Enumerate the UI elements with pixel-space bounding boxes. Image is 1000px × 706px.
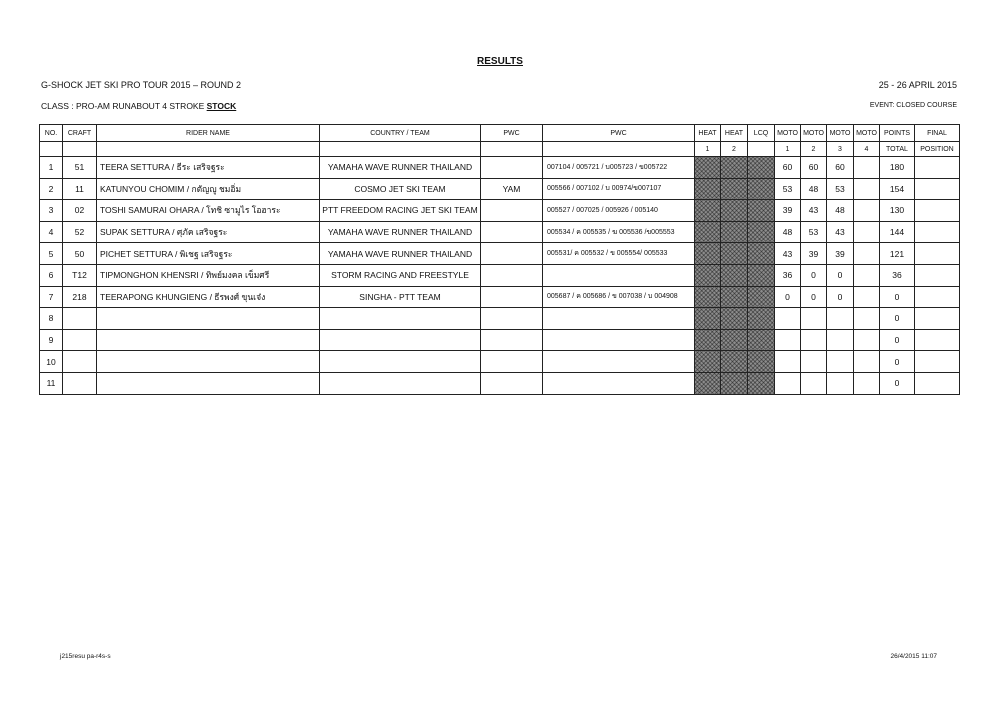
cell-final xyxy=(915,243,960,265)
cell-moto1 xyxy=(775,329,801,351)
table-row xyxy=(40,351,960,373)
table-row xyxy=(40,264,960,286)
table-row xyxy=(40,178,960,200)
cell-moto2: 60 xyxy=(801,157,827,179)
table-row xyxy=(40,308,960,330)
table-row xyxy=(40,372,960,394)
class-prefix: CLASS : PRO-AM RUNABOUT 4 STROKE xyxy=(41,101,205,111)
header-final: FINAL xyxy=(915,125,960,142)
cell-moto4 xyxy=(854,221,880,243)
cell-final xyxy=(915,286,960,308)
cell-moto2: 39 xyxy=(801,243,827,265)
subheader-lcq xyxy=(748,142,775,157)
cell-moto3: 48 xyxy=(827,200,854,222)
cell-final xyxy=(915,200,960,222)
cell-heat2-shaded xyxy=(721,286,748,308)
cell-moto2 xyxy=(801,308,827,330)
cell-no: 9 xyxy=(40,329,63,351)
cell-total: 144 xyxy=(880,221,915,243)
cell-moto4 xyxy=(854,243,880,265)
cell-moto1 xyxy=(775,351,801,373)
cell-craft: 50 xyxy=(63,243,97,265)
cell-rider: SUPAK SETTURA / ศุภัค เสริจฐระ xyxy=(97,221,320,243)
results-body xyxy=(40,157,960,395)
cell-lcq-shaded xyxy=(748,372,775,394)
cell-heat2-shaded xyxy=(721,178,748,200)
cell-pwc1: YAM xyxy=(481,178,543,200)
cell-no: 10 xyxy=(40,351,63,373)
cell-pwc2: 005534 / ค 005535 / ฆ 005536 /ข005553 xyxy=(543,221,695,243)
cell-craft xyxy=(63,329,97,351)
cell-heat1-shaded xyxy=(695,178,721,200)
header-moto3: MOTO xyxy=(827,125,854,142)
header-pwc2: PWC xyxy=(543,125,695,142)
cell-craft: 52 xyxy=(63,221,97,243)
cell-heat1-shaded xyxy=(695,200,721,222)
header-moto1: MOTO xyxy=(775,125,801,142)
cell-team xyxy=(320,351,481,373)
subheader-moto3: 3 xyxy=(827,142,854,157)
cell-moto1: 60 xyxy=(775,157,801,179)
cell-moto2: 48 xyxy=(801,178,827,200)
cell-team: YAMAHA WAVE RUNNER THAILAND xyxy=(320,157,481,179)
header-points: POINTS xyxy=(880,125,915,142)
cell-heat2-shaded xyxy=(721,243,748,265)
cell-moto4 xyxy=(854,372,880,394)
table-row xyxy=(40,329,960,351)
cell-moto4 xyxy=(854,264,880,286)
cell-moto1: 53 xyxy=(775,178,801,200)
subheader-row xyxy=(40,142,960,157)
cell-heat2-shaded xyxy=(721,372,748,394)
cell-craft: T12 xyxy=(63,264,97,286)
cell-heat2-shaded xyxy=(721,329,748,351)
cell-rider: TEERA SETTURA / ธีระ เสริจฐระ xyxy=(97,157,320,179)
cell-final xyxy=(915,157,960,179)
cell-no: 5 xyxy=(40,243,63,265)
cell-rider: TEERAPONG KHUNGIENG / ธีรพงศ์ ขุนเจ๋ง xyxy=(97,286,320,308)
subheader-pwc2 xyxy=(543,142,695,157)
cell-total: 0 xyxy=(880,286,915,308)
cell-moto3: 0 xyxy=(827,286,854,308)
footer-file-code: j215resu pa-r4s-s xyxy=(60,653,111,660)
subheader-final: POSITION xyxy=(915,142,960,157)
cell-rider xyxy=(97,329,320,351)
cell-rider: TIPMONGHON KHENSRI / ทิพย์มงคล เข็มศรี xyxy=(97,264,320,286)
cell-moto3 xyxy=(827,329,854,351)
subheader-moto2: 2 xyxy=(801,142,827,157)
cell-total: 121 xyxy=(880,243,915,265)
class-suffix: STOCK xyxy=(206,101,237,111)
cell-moto1: 48 xyxy=(775,221,801,243)
cell-moto2: 0 xyxy=(801,264,827,286)
cell-pwc2: 007104 / 005721 / บ005723 / ข005722 xyxy=(543,157,695,179)
cell-final xyxy=(915,264,960,286)
cell-pwc1 xyxy=(481,243,543,265)
cell-final xyxy=(915,372,960,394)
subheader-rider xyxy=(97,142,320,157)
event-type: EVENT: CLOSED COURSE xyxy=(869,102,957,109)
cell-no: 2 xyxy=(40,178,63,200)
header-team: COUNTRY / TEAM xyxy=(320,125,481,142)
cell-moto4 xyxy=(854,329,880,351)
cell-heat1-shaded xyxy=(695,157,721,179)
cell-moto4 xyxy=(854,200,880,222)
cell-pwc1 xyxy=(481,221,543,243)
cell-moto1 xyxy=(775,308,801,330)
cell-rider: TOSHI SAMURAI OHARA / โทชิ ซามูไร โอฮาระ xyxy=(97,200,320,222)
cell-craft: 218 xyxy=(63,286,97,308)
subheader-team xyxy=(320,142,481,157)
cell-no: 4 xyxy=(40,221,63,243)
cell-pwc2 xyxy=(543,351,695,373)
cell-lcq-shaded xyxy=(748,157,775,179)
cell-team: PTT FREEDOM RACING JET SKI TEAM xyxy=(320,200,481,222)
cell-team: SINGHA - PTT TEAM xyxy=(320,286,481,308)
cell-lcq-shaded xyxy=(748,243,775,265)
event-name: G-SHOCK JET SKI PRO TOUR 2015 – ROUND 2 xyxy=(41,80,242,90)
cell-lcq-shaded xyxy=(748,329,775,351)
cell-moto3: 60 xyxy=(827,157,854,179)
cell-heat1-shaded xyxy=(695,264,721,286)
cell-pwc1 xyxy=(481,329,543,351)
results-table xyxy=(39,124,960,395)
cell-craft: 02 xyxy=(63,200,97,222)
header-lcq: LCQ xyxy=(748,125,775,142)
header-moto2: MOTO xyxy=(801,125,827,142)
header-heat2: HEAT xyxy=(721,125,748,142)
cell-team xyxy=(320,329,481,351)
cell-lcq-shaded xyxy=(748,200,775,222)
header-row xyxy=(40,125,960,142)
cell-total: 0 xyxy=(880,372,915,394)
cell-moto4 xyxy=(854,286,880,308)
subheader-moto4: 4 xyxy=(854,142,880,157)
cell-final xyxy=(915,178,960,200)
cell-heat1-shaded xyxy=(695,243,721,265)
cell-heat1-shaded xyxy=(695,329,721,351)
cell-total: 36 xyxy=(880,264,915,286)
cell-pwc2 xyxy=(543,372,695,394)
class-line xyxy=(41,101,236,111)
cell-lcq-shaded xyxy=(748,264,775,286)
cell-total: 0 xyxy=(880,308,915,330)
cell-rider: KATUNYOU CHOMIM / กตัญญู ชมอิ่ม xyxy=(97,178,320,200)
cell-pwc1 xyxy=(481,286,543,308)
cell-total: 180 xyxy=(880,157,915,179)
header-pwc1: PWC xyxy=(481,125,543,142)
cell-pwc1 xyxy=(481,351,543,373)
cell-final xyxy=(915,329,960,351)
cell-moto1: 39 xyxy=(775,200,801,222)
subheader-points: TOTAL xyxy=(880,142,915,157)
cell-craft xyxy=(63,351,97,373)
cell-moto1: 0 xyxy=(775,286,801,308)
cell-rider xyxy=(97,372,320,394)
cell-moto4 xyxy=(854,157,880,179)
cell-rider xyxy=(97,351,320,373)
cell-heat2-shaded xyxy=(721,157,748,179)
cell-moto2 xyxy=(801,372,827,394)
page-title: RESULTS xyxy=(477,56,523,67)
cell-team xyxy=(320,308,481,330)
cell-moto1: 43 xyxy=(775,243,801,265)
cell-team: YAMAHA WAVE RUNNER THAILAND xyxy=(320,243,481,265)
cell-final xyxy=(915,351,960,373)
cell-heat2-shaded xyxy=(721,308,748,330)
cell-moto2: 0 xyxy=(801,286,827,308)
subheader-craft xyxy=(63,142,97,157)
cell-moto1: 36 xyxy=(775,264,801,286)
cell-craft: 11 xyxy=(63,178,97,200)
cell-total: 130 xyxy=(880,200,915,222)
cell-heat2-shaded xyxy=(721,200,748,222)
cell-pwc2: 005687 / ค 005686 / ข 007038 / บ 004908 xyxy=(543,286,695,308)
cell-pwc1 xyxy=(481,308,543,330)
subheader-pwc1 xyxy=(481,142,543,157)
cell-total: 0 xyxy=(880,329,915,351)
cell-team: YAMAHA WAVE RUNNER THAILAND xyxy=(320,221,481,243)
cell-no: 8 xyxy=(40,308,63,330)
cell-no: 11 xyxy=(40,372,63,394)
cell-craft xyxy=(63,308,97,330)
cell-pwc1 xyxy=(481,264,543,286)
header-heat1: HEAT xyxy=(695,125,721,142)
cell-moto4 xyxy=(854,308,880,330)
cell-pwc2: 005566 / 007102 / บ 00974/ข007107 xyxy=(543,178,695,200)
cell-heat1-shaded xyxy=(695,351,721,373)
cell-total: 0 xyxy=(880,351,915,373)
table-row xyxy=(40,286,960,308)
cell-no: 7 xyxy=(40,286,63,308)
cell-moto4 xyxy=(854,178,880,200)
cell-lcq-shaded xyxy=(748,178,775,200)
subheader-no xyxy=(40,142,63,157)
cell-pwc2: 005531/ ค 005532 / ข 005554/ 005533 xyxy=(543,243,695,265)
header-no: NO. xyxy=(40,125,63,142)
cell-moto3: 39 xyxy=(827,243,854,265)
cell-craft xyxy=(63,372,97,394)
cell-pwc1 xyxy=(481,200,543,222)
cell-lcq-shaded xyxy=(748,221,775,243)
cell-pwc2 xyxy=(543,308,695,330)
cell-moto2: 53 xyxy=(801,221,827,243)
cell-moto3 xyxy=(827,308,854,330)
subheader-heat1: 1 xyxy=(695,142,721,157)
cell-heat1-shaded xyxy=(695,308,721,330)
table-row xyxy=(40,243,960,265)
cell-team: STORM RACING AND FREESTYLE xyxy=(320,264,481,286)
cell-craft: 51 xyxy=(63,157,97,179)
table-row xyxy=(40,200,960,222)
cell-moto3 xyxy=(827,372,854,394)
event-date: 25 - 26 APRIL 2015 xyxy=(878,80,957,90)
cell-rider: PICHET SETTURA / พิเชฐ เสริจฐระ xyxy=(97,243,320,265)
cell-moto3 xyxy=(827,351,854,373)
table-row xyxy=(40,221,960,243)
cell-lcq-shaded xyxy=(748,286,775,308)
cell-final xyxy=(915,221,960,243)
cell-no: 3 xyxy=(40,200,63,222)
cell-pwc2 xyxy=(543,329,695,351)
cell-moto3: 43 xyxy=(827,221,854,243)
cell-heat1-shaded xyxy=(695,286,721,308)
cell-no: 1 xyxy=(40,157,63,179)
header-craft: CRAFT xyxy=(63,125,97,142)
cell-pwc2: 005527 / 007025 / 005926 / 005140 xyxy=(543,200,695,222)
cell-final xyxy=(915,308,960,330)
cell-pwc2 xyxy=(543,264,695,286)
cell-moto3: 53 xyxy=(827,178,854,200)
cell-heat2-shaded xyxy=(721,351,748,373)
cell-team: COSMO JET SKI TEAM xyxy=(320,178,481,200)
cell-heat1-shaded xyxy=(695,221,721,243)
cell-no: 6 xyxy=(40,264,63,286)
cell-pwc1 xyxy=(481,157,543,179)
cell-lcq-shaded xyxy=(748,308,775,330)
cell-heat2-shaded xyxy=(721,264,748,286)
header-moto4: MOTO xyxy=(854,125,880,142)
cell-moto1 xyxy=(775,372,801,394)
subheader-moto1: 1 xyxy=(775,142,801,157)
subheader-heat2: 2 xyxy=(721,142,748,157)
cell-heat1-shaded xyxy=(695,372,721,394)
table-row xyxy=(40,157,960,179)
cell-moto2 xyxy=(801,329,827,351)
cell-moto2: 43 xyxy=(801,200,827,222)
cell-total: 154 xyxy=(880,178,915,200)
cell-heat2-shaded xyxy=(721,221,748,243)
cell-pwc1 xyxy=(481,372,543,394)
cell-team xyxy=(320,372,481,394)
cell-moto2 xyxy=(801,351,827,373)
cell-moto4 xyxy=(854,351,880,373)
cell-lcq-shaded xyxy=(748,351,775,373)
footer-timestamp: 26/4/2015 11:07 xyxy=(890,653,937,660)
cell-rider xyxy=(97,308,320,330)
header-rider: RIDER NAME xyxy=(97,125,320,142)
cell-moto3: 0 xyxy=(827,264,854,286)
